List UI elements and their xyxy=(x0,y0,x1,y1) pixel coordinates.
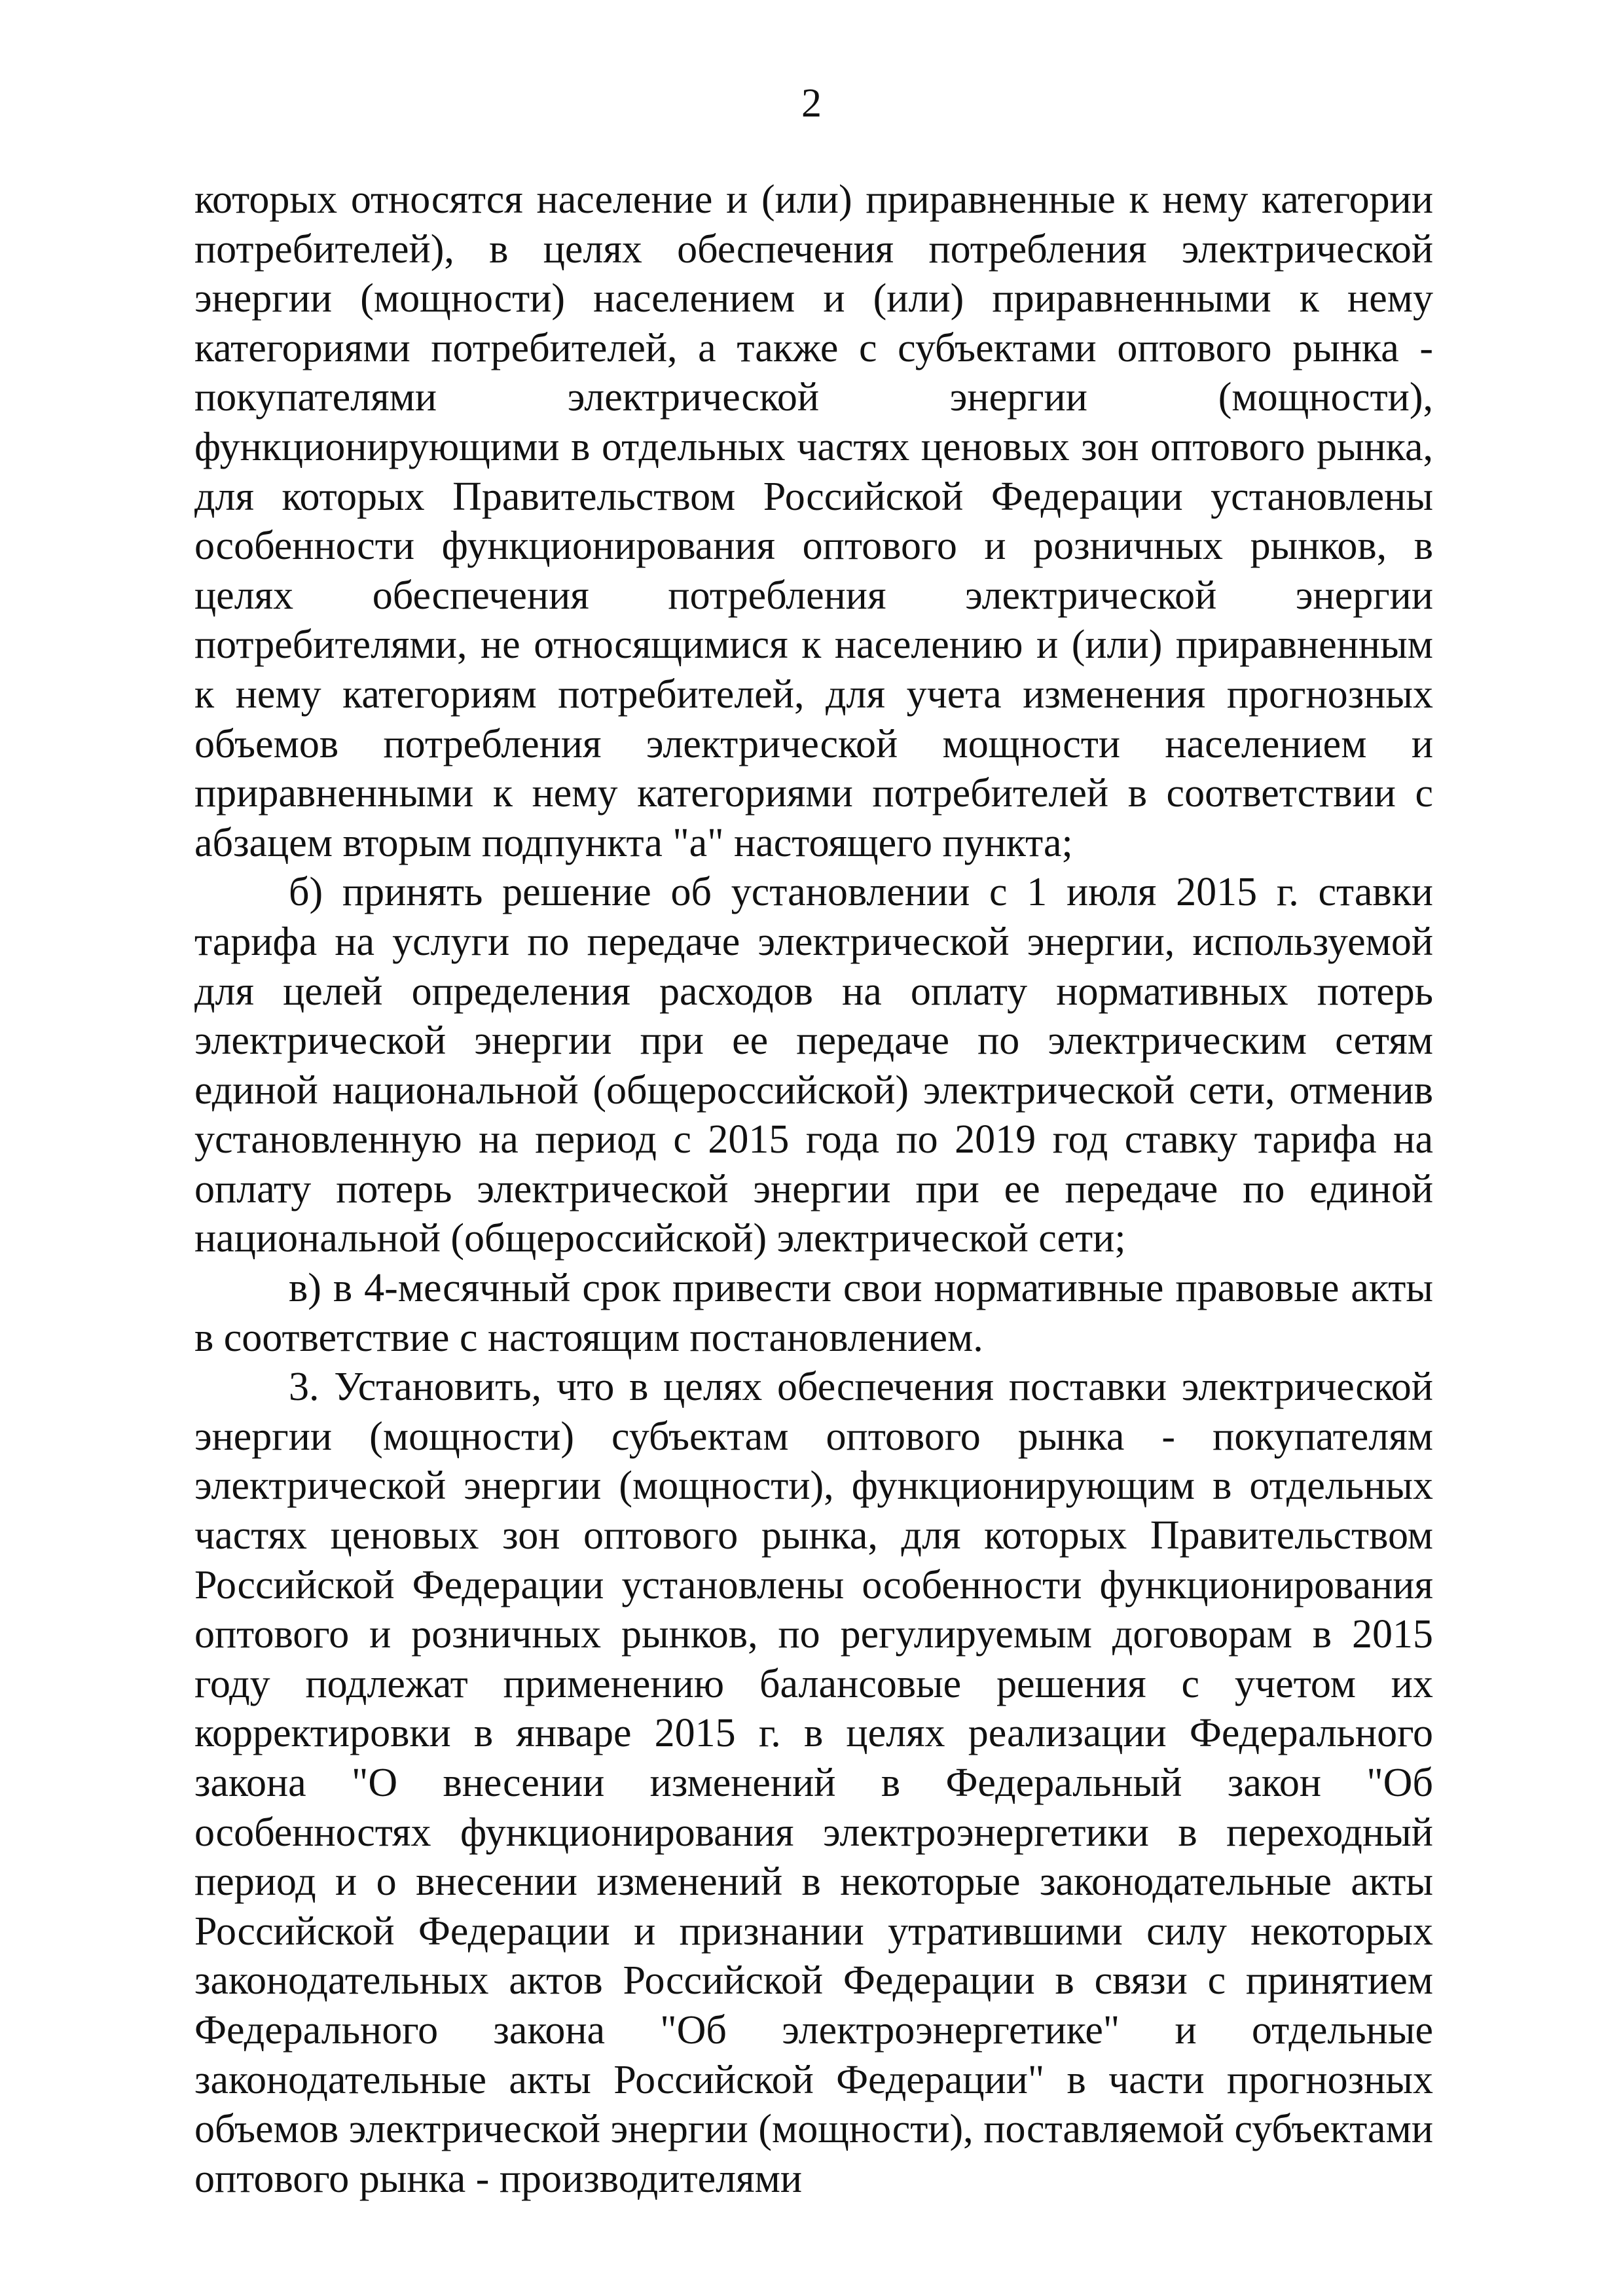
document-body xyxy=(194,175,1433,2204)
paragraph-item-b: б) принять решение об установлении с 1 июля 2015 г. ставки тарифа на услуги по передаче электрической энергии, используемой для целей определения расходов на оплату нормативных потерь электрической энергии при ее передаче по электрическим сетям единой национальной (общероссийской) электрической сети, отменив установленную на период с 2015 года по 2019 год ставку тарифа на оплату потерь электрической энергии при ее передаче по единой национальной (общероссийской) электрической сети; xyxy=(194,870,1433,1261)
page-number: 2 xyxy=(801,81,822,126)
paragraph-continuation: которых относятся население и (или) приравненные к нему категории потребителей), в целях обеспечения потребления электрической энергии (мощности) населением и (или) приравненными к нему категориями потребителей, а также с субъектами оптового рынка - покупателями электрической энергии (мощности), функционирующими в отдельных частях ценовых зон оптового рынка, для которых Правительством Российской Федерации установлены особенности функционирования оптового и розничных рынков, в целях обеспечения потребления электрической энергии потребителями, не относящимися к населению и (или) приравненным к нему категориям потребителей, для учета изменения прогнозных объемов потребления электрической мощности населением и приравненными к нему категориями потребителей в соответствии с абзацем вторым подпункта "а" настоящего пункта; xyxy=(194,177,1433,865)
paragraph-item-v: в) в 4-месячный срок привести свои нормативные правовые акты в соответствие с настоящим постановлением. xyxy=(194,1266,1433,1360)
paragraph-clause-3: 3. Установить, что в целях обеспечения поставки электрической энергии (мощности) субъектам оптового рынка - покупателям электрической энергии (мощности), функционирующим в отдельных частях ценовых зон оптового рынка, для которых Правительством Российской Федерации установлены особенности функционирования оптового и розничных рынков, по регулируемым договорам в 2015 году подлежат применению балансовые решения с учетом их корректировки в январе 2015 г. в целях реализации Федерального закона "О внесении изменений в Федеральный закон "Об особенностях функционирования электроэнергетики в переходный период и о внесении изменений в некоторые законодательные акты Российской Федерации и признании утратившими силу некоторых законодательных актов Российской Федерации в связи с принятием Федерального закона "Об электроэнергетике" и отдельные законодательные акты Российской Федерации" в части прогнозных объемов электрической энергии (мощности), поставляемой субъектами оптового рынка - производителями xyxy=(194,1365,1433,2201)
